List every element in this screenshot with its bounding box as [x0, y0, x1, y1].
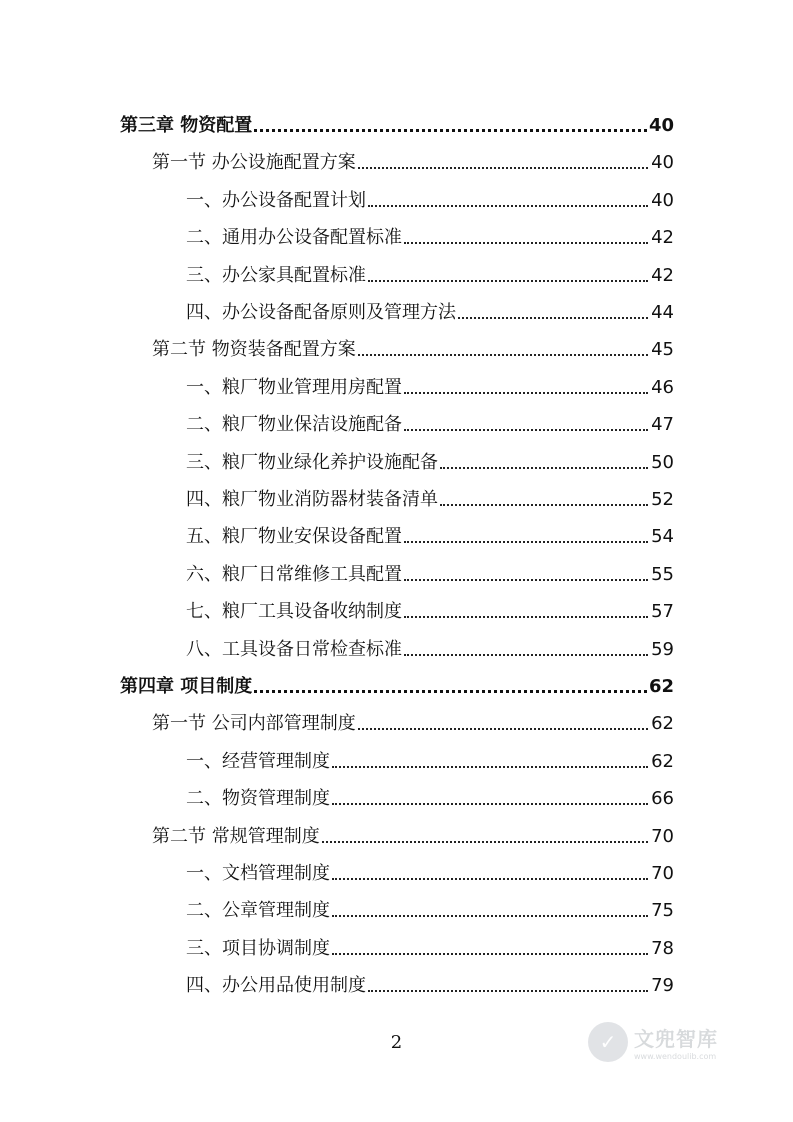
toc-leader-dots — [254, 689, 647, 693]
toc-item[interactable] — [186, 437, 674, 474]
toc-leader-dots — [404, 653, 648, 656]
wenku-logo-icon: ✓ — [588, 1022, 628, 1062]
toc-item[interactable] — [186, 624, 674, 661]
toc-page-number: 40 — [651, 189, 674, 211]
toc-leader-dots — [368, 989, 648, 992]
toc-leader-dots — [332, 914, 648, 917]
toc-page-number: 40 — [651, 152, 674, 174]
toc-title: 第一节 办公设施配置方案 — [152, 152, 356, 174]
toc-page-number: 40 — [648, 115, 674, 136]
toc-item[interactable] — [186, 287, 674, 324]
toc-title: 二、公章管理制度 — [186, 900, 330, 922]
toc-page-number: 62 — [648, 676, 674, 697]
toc-title: 一、文档管理制度 — [186, 863, 330, 884]
toc-title: 第二节 常规管理制度 — [152, 825, 320, 847]
toc-page-number: 78 — [651, 937, 674, 959]
toc-section[interactable] — [152, 324, 674, 361]
toc-title: 二、物资管理制度 — [186, 788, 330, 810]
toc-page-number: 79 — [651, 975, 674, 997]
toc-page-number: 42 — [651, 227, 674, 249]
toc-title: 四、粮厂物业消防器材装备清单 — [186, 489, 438, 510]
toc-title: 第三章 物资配置 — [120, 115, 253, 136]
toc-leader-dots — [440, 503, 648, 506]
toc-item[interactable] — [186, 511, 674, 548]
toc-item[interactable] — [186, 212, 674, 249]
toc-leader-dots — [332, 877, 648, 880]
toc-leader-dots — [358, 353, 648, 356]
toc-title: 四、办公用品使用制度 — [186, 975, 366, 997]
toc-page-number: 59 — [651, 638, 674, 660]
toc-title: 第一节 公司内部管理制度 — [152, 713, 356, 735]
toc-leader-dots — [404, 428, 648, 431]
toc-leader-dots — [458, 316, 648, 319]
toc-title: 一、办公设备配置计划 — [186, 189, 366, 211]
toc-page-number: 50 — [651, 451, 674, 473]
toc-chapter[interactable] — [120, 661, 674, 698]
toc-leader-dots — [332, 765, 648, 768]
toc-page-number: 75 — [651, 900, 674, 922]
toc-item[interactable] — [186, 586, 674, 623]
toc-title: 一、粮厂物业管理用房配置 — [186, 376, 402, 398]
toc-leader-dots — [332, 802, 648, 805]
watermark-text: 文兜智库 — [634, 1027, 718, 1051]
toc-leader-dots — [404, 241, 648, 244]
toc-page-number: 62 — [651, 750, 674, 772]
toc-page-number: 66 — [651, 788, 674, 810]
toc-leader-dots — [404, 391, 648, 394]
toc-item[interactable] — [186, 362, 674, 399]
toc-leader-dots — [404, 578, 648, 581]
toc-item[interactable] — [186, 549, 674, 586]
toc-section[interactable] — [152, 698, 674, 735]
toc-leader-dots — [404, 540, 648, 543]
toc-leader-dots — [358, 727, 648, 730]
toc-page-number: 47 — [651, 414, 674, 436]
toc-chapter[interactable] — [120, 100, 674, 137]
toc-leader-dots — [358, 166, 648, 169]
toc-title: 六、粮厂日常维修工具配置 — [186, 563, 402, 585]
toc-section[interactable] — [152, 137, 674, 174]
toc-title: 八、工具设备日常检查标准 — [186, 638, 402, 660]
toc-leader-dots — [254, 128, 647, 132]
toc-leader-dots — [404, 615, 648, 618]
toc-leader-dots — [322, 840, 648, 843]
toc-section[interactable] — [152, 811, 674, 848]
toc-item[interactable] — [186, 923, 674, 960]
toc-page-number: 46 — [651, 376, 674, 398]
toc-page-number: 70 — [651, 863, 674, 884]
toc-title: 第二节 物资装备配置方案 — [152, 339, 356, 361]
toc-title: 二、粮厂物业保洁设施配备 — [186, 414, 402, 436]
watermark-url: www.wendoulib.com — [634, 1052, 717, 1061]
toc-title: 一、经营管理制度 — [186, 750, 330, 772]
watermark — [588, 1022, 718, 1062]
toc-title: 四、办公设备配备原则及管理方法 — [186, 302, 456, 323]
toc-leader-dots — [368, 204, 648, 207]
toc-page-number: 55 — [651, 563, 674, 585]
toc-page-number: 45 — [651, 339, 674, 361]
toc-title: 三、项目协调制度 — [186, 937, 330, 959]
page-number: 2 — [390, 1032, 403, 1053]
toc-page-number: 42 — [651, 264, 674, 286]
toc-item[interactable] — [186, 848, 674, 885]
toc-page-number: 57 — [651, 601, 674, 623]
toc-title: 三、办公家具配置标准 — [186, 264, 366, 286]
toc-page-number: 54 — [651, 526, 674, 548]
toc-item[interactable] — [186, 250, 674, 287]
toc-item[interactable] — [186, 736, 674, 773]
toc-item[interactable] — [186, 885, 674, 922]
toc-title: 三、粮厂物业绿化养护设施配备 — [186, 451, 438, 473]
toc-item[interactable] — [186, 175, 674, 212]
toc-page-number: 52 — [651, 489, 674, 510]
toc-item[interactable] — [186, 773, 674, 810]
toc-title: 二、通用办公设备配置标准 — [186, 227, 402, 249]
toc-title: 七、粮厂工具设备收纳制度 — [186, 601, 402, 623]
toc-leader-dots — [440, 466, 648, 469]
toc-page-number: 62 — [651, 713, 674, 735]
toc-page-number: 44 — [651, 302, 674, 323]
toc-item[interactable] — [186, 399, 674, 436]
toc-item[interactable] — [186, 960, 674, 997]
toc-item[interactable] — [186, 474, 674, 511]
toc-leader-dots — [332, 952, 648, 955]
toc-page-number: 70 — [651, 825, 674, 847]
toc-title: 五、粮厂物业安保设备配置 — [186, 526, 402, 548]
toc-title: 第四章 项目制度 — [120, 676, 253, 697]
toc-leader-dots — [368, 279, 648, 282]
